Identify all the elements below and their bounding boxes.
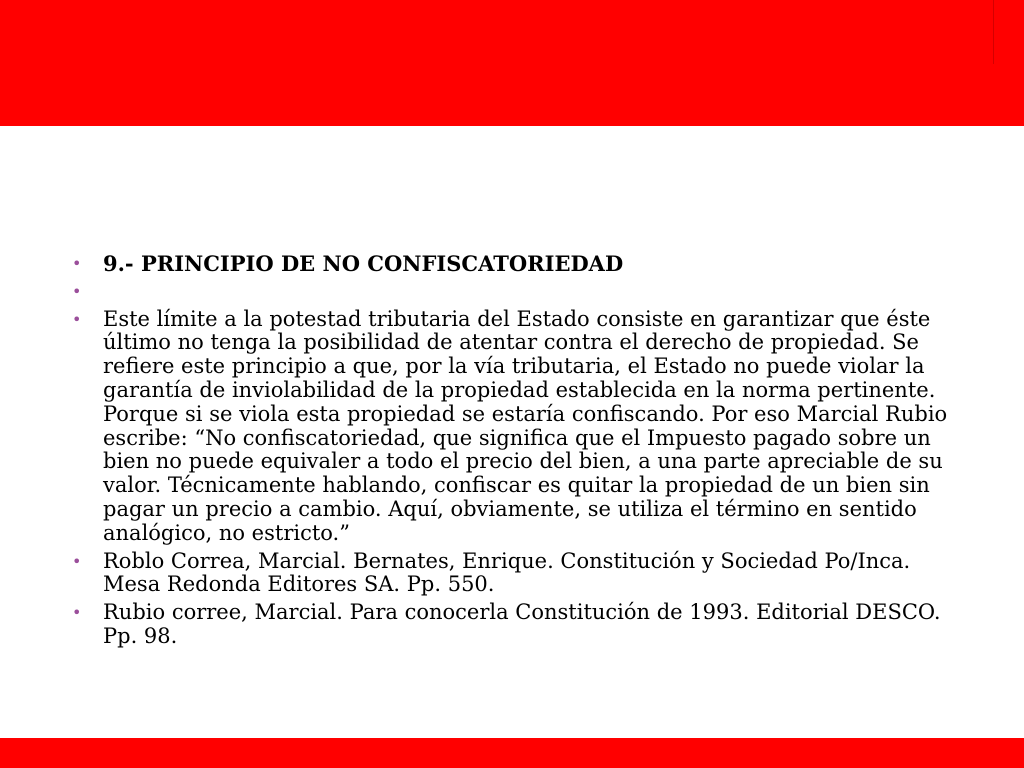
bullet-icon: • [72,551,82,571]
bottom-red-band [0,738,1024,768]
bullet-item-title [72,252,972,276]
bullet-icon: • [72,603,82,623]
bullet-item-paragraph [72,308,972,546]
top-red-band [0,0,1024,126]
top-band-divider-line [993,0,994,64]
bullet-item-empty [72,280,972,304]
bullet-item-reference-1 [72,550,972,598]
bullet-icon: • [72,254,82,273]
section-title: 9.- PRINCIPIO DE NO CONFISCATORIEDAD [103,251,624,276]
bullet-item-reference-2 [72,601,972,649]
bullet-icon: • [72,281,82,301]
slide-content [72,252,972,653]
reference-2: Rubio corree, Marcial. Para conocerla Constitución de 1993. Editorial DESCO. Pp. 98. [103,600,941,648]
empty-bullet-text [103,280,972,304]
bullet-list [72,252,972,649]
bullet-icon: • [72,309,82,329]
principle-paragraph: Este límite a la potestad tributaria del Estado consiste en garantizar que éste último no tenga la posibilidad de atentar contra el derecho de propiedad. Se refiere este principio a que, por la vía tributaria, el Estado no puede violar la garantía de inviolabilidad de la propiedad establecida en la norma pertinente. Porque si se viola esta propiedad se estaría confiscando. Por eso Marcial Rubio escribe: “No confiscatoriedad, que significa que el Impuesto pagado sobre un bien no puede equivaler a todo el precio del bien, a una parte apreciable de su valor. Técnicamente hablando, confiscar es quitar la propiedad de un bien sin pagar un precio a cambio. Aquí, obviamente, se utiliza el término en sentido analógico, no estricto.” [103,306,948,545]
reference-1: Roblo Correa, Marcial. Bernates, Enrique. Constitución y Sociedad Po/Inca. Mesa Redonda Editores SA. Pp. 550. [103,548,911,597]
